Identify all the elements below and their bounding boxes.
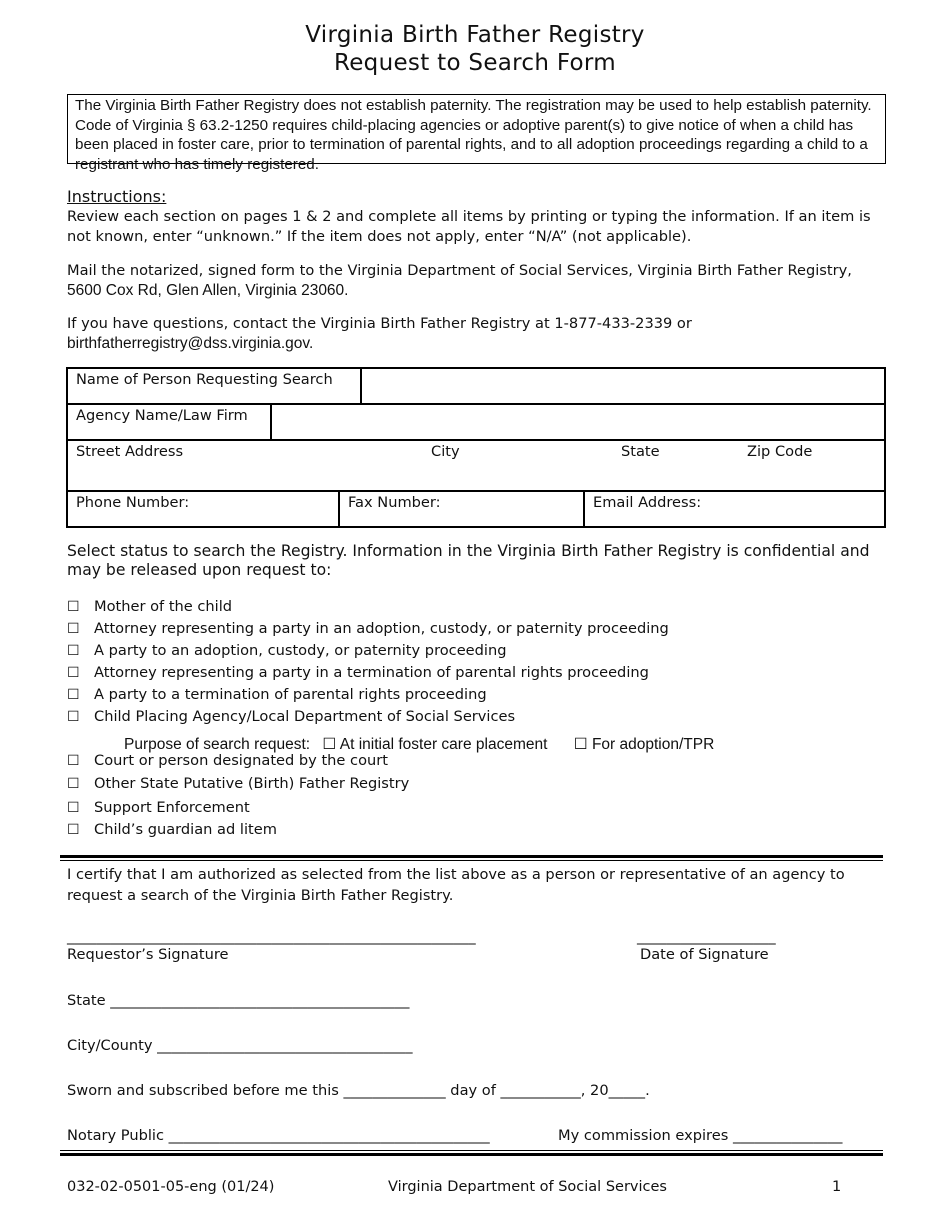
date-line[interactable]: ___________________	[637, 928, 776, 945]
footer-agency: Virginia Department of Social Services	[388, 1179, 667, 1195]
checkbox[interactable]: ☐	[67, 665, 80, 681]
option-label: Other State Putative (Birth) Father Registry	[94, 775, 410, 792]
instructions-heading: Instructions:	[67, 187, 167, 206]
option-court[interactable]	[67, 752, 388, 769]
option-party-tpr[interactable]	[67, 686, 487, 703]
contact-row	[66, 490, 886, 528]
notice-box: The Virginia Birth Father Registry does not establish paternity. The registration may be used to help establish paternity. Code of Virginia § 63.2-1250 requires child-placing agencies or adoptive parent(s) to give notice of when a child has been placed in foster care, prior to termination of parental rights, and to all adoption proceedings regarding a child to a registrant who has timely registered.	[67, 94, 886, 164]
mailing-instructions	[67, 261, 887, 301]
section-divider-top-thin	[60, 860, 883, 861]
status-heading: Select status to search the Registry. Information in the Virginia Birth Father Registry is confidential and may be released upon request to:	[67, 542, 870, 579]
checkbox[interactable]: ☐	[67, 599, 80, 615]
checkbox[interactable]: ☐	[67, 643, 80, 659]
contact-line-1: If you have questions, contact the Virginia Birth Father Registry at 1-877-433-2339 or	[67, 315, 692, 332]
checkbox[interactable]: ☐	[67, 709, 80, 725]
name-row	[66, 367, 886, 403]
checkbox[interactable]: ☐	[67, 822, 80, 838]
page-number: 1	[832, 1179, 842, 1195]
city-county-line[interactable]: City/County ___________________________________	[67, 1037, 413, 1054]
checkbox[interactable]: ☐	[67, 753, 80, 769]
form-number: 032-02-0501-05-eng (01/24)	[67, 1179, 275, 1195]
address-row[interactable]	[66, 439, 886, 490]
option-label: Attorney representing a party in a termination of parental rights proceeding	[94, 664, 649, 681]
agency-label: Agency Name/Law Firm	[68, 405, 272, 439]
commission-line[interactable]: My commission expires _______________	[558, 1127, 843, 1144]
option-label: Support Enforcement	[94, 799, 250, 816]
option-label: Child Placing Agency/Local Department of Social Services	[94, 708, 516, 725]
purpose-label: Purpose of search request:	[124, 736, 311, 753]
option-mother[interactable]	[67, 598, 232, 615]
mailing-address: 5600 Cox Rd, Glen Allen, Virginia 23060.	[67, 282, 349, 299]
name-label: Name of Person Requesting Search	[68, 369, 362, 403]
contact-instructions	[67, 314, 887, 354]
purpose-checkbox-adoption[interactable]: ☐	[573, 736, 588, 753]
checkbox[interactable]: ☐	[67, 687, 80, 703]
signature-label: Requestor’s Signature	[67, 946, 229, 963]
mailing-line-1: Mail the notarized, signed form to the Virginia Department of Social Services, Virginia Birth Father Registry,	[67, 262, 852, 279]
option-guardian-ad-litem[interactable]	[67, 821, 277, 838]
option-attorney-tpr[interactable]	[67, 664, 649, 681]
option-label: Attorney representing a party in an adoption, custody, or paternity proceeding	[94, 620, 669, 637]
state-label: State	[621, 443, 660, 460]
footer-divider	[60, 1153, 883, 1156]
section-divider-top	[60, 855, 883, 858]
option-support-enforcement[interactable]	[67, 799, 250, 816]
purpose-checkbox-foster[interactable]: ☐	[322, 736, 337, 753]
city-label: City	[431, 443, 460, 460]
email-field[interactable]: Email Address:	[593, 494, 702, 511]
name-field[interactable]	[362, 369, 884, 403]
purpose-adoption-label: For adoption/TPR	[591, 736, 715, 753]
date-label: Date of Signature	[640, 946, 769, 963]
agency-row	[66, 403, 886, 439]
zip-label: Zip Code	[747, 443, 813, 460]
street-label: Street Address	[76, 443, 184, 460]
option-attorney-adoption[interactable]	[67, 620, 669, 637]
instructions-paragraph-1: Review each section on pages 1 & 2 and complete all items by printing or typing the information. If an item is not known, enter “unknown.” If the item does not apply, enter “N/A” (not applicable).	[67, 208, 871, 245]
fax-field[interactable]: Fax Number:	[340, 492, 585, 526]
page-title: Virginia Birth Father Registry	[305, 22, 645, 48]
option-label: Child’s guardian ad litem	[94, 821, 277, 838]
footer-divider-thin	[60, 1150, 883, 1151]
checkbox[interactable]: ☐	[67, 776, 80, 792]
phone-field[interactable]: Phone Number:	[68, 492, 340, 526]
page-subtitle: Request to Search Form	[333, 50, 616, 76]
checkbox[interactable]: ☐	[67, 621, 80, 637]
notary-line[interactable]: Notary Public ____________________________________________	[67, 1127, 490, 1144]
sworn-line[interactable]: Sworn and subscribed before me this ______________ day of ___________, 20_____.	[67, 1082, 650, 1099]
signature-line[interactable]: ________________________________________________________	[67, 928, 476, 945]
option-label: A party to a termination of parental rights proceeding	[94, 686, 487, 703]
option-party-adoption[interactable]	[67, 642, 507, 659]
purpose-foster-label: At initial foster care placement	[339, 736, 548, 753]
contact-email: birthfatherregistry@dss.virginia.gov.	[67, 335, 314, 352]
agency-field[interactable]	[272, 405, 884, 439]
checkbox[interactable]: ☐	[67, 800, 80, 816]
certify-text: I certify that I am authorized as selected from the list above as a person or representative of an agency to request a search of the Virginia Birth Father Registry.	[67, 866, 845, 904]
option-label: A party to an adoption, custody, or paternity proceeding	[94, 642, 507, 659]
option-label: Mother of the child	[94, 598, 233, 615]
option-label: Court or person designated by the court	[94, 752, 388, 769]
option-child-placing-agency[interactable]	[67, 708, 515, 725]
option-other-state-registry[interactable]	[67, 775, 409, 792]
state-line[interactable]: State _________________________________________	[67, 992, 410, 1009]
